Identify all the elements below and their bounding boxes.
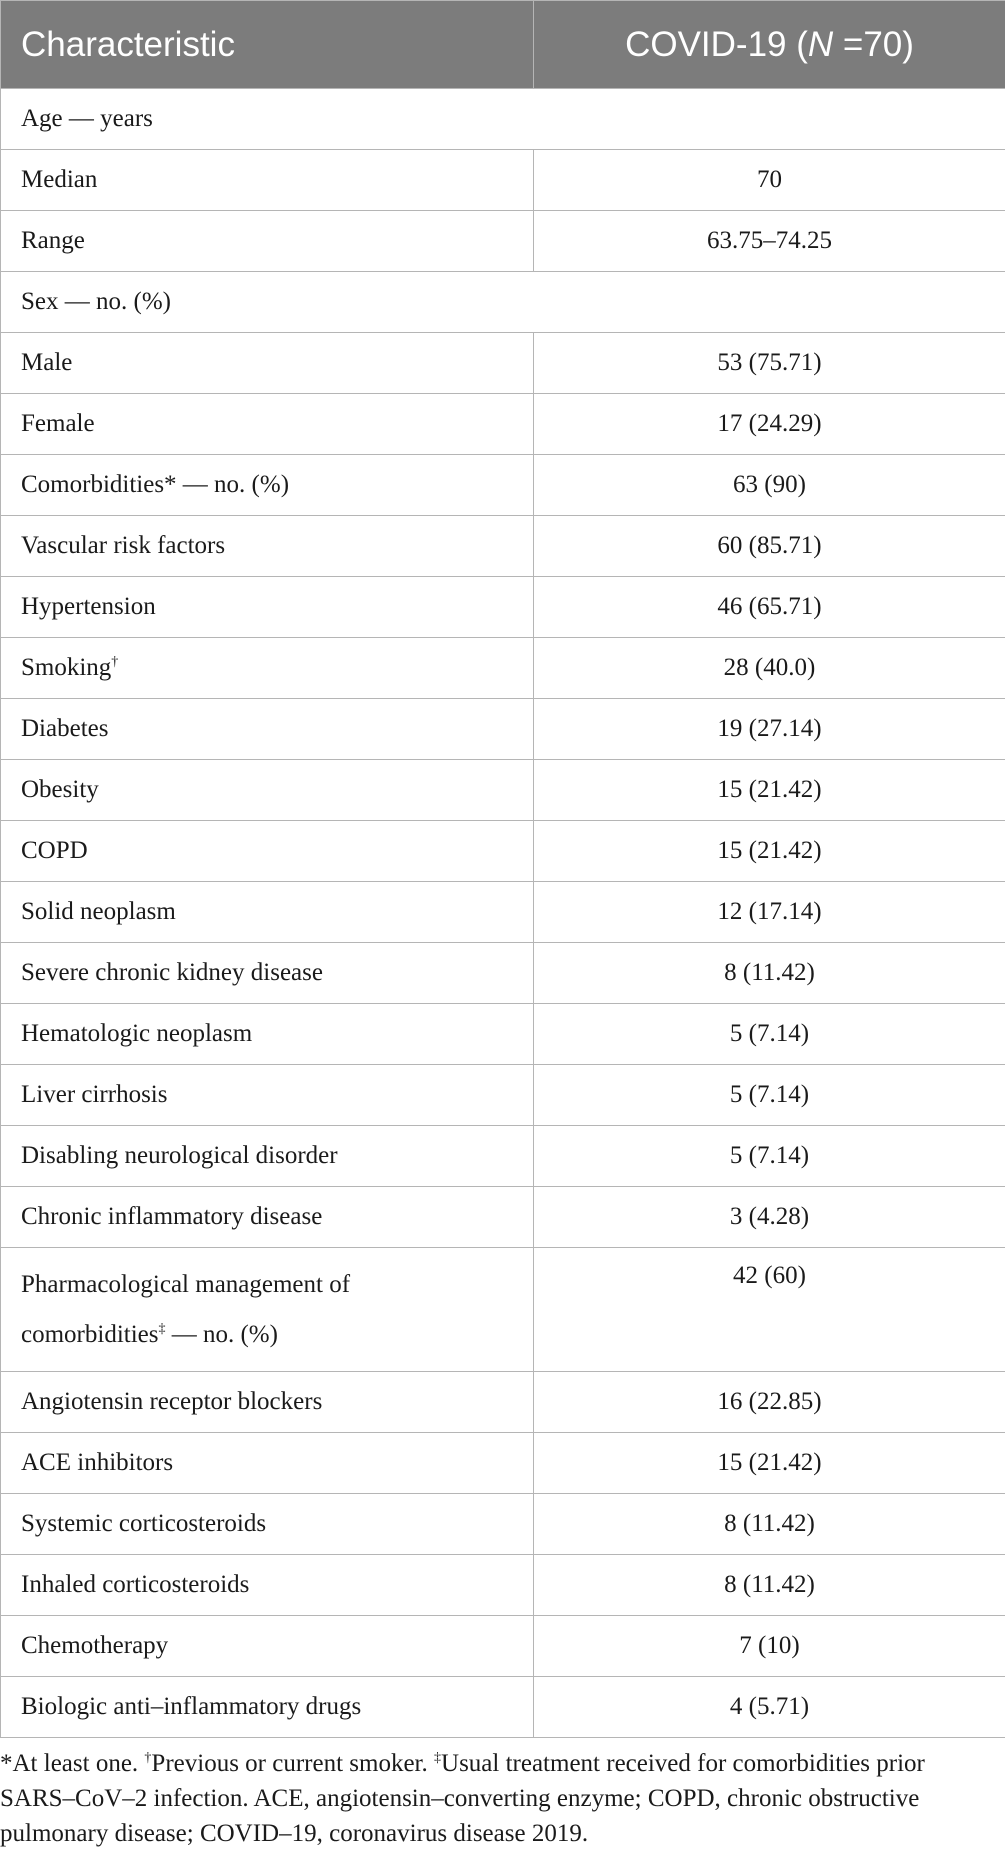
- table-row: [1, 1616, 1005, 1677]
- section-label: Sex — no. (%): [1, 272, 1005, 333]
- row-label: [1, 333, 534, 394]
- row-label-text: Solid neoplasm: [21, 898, 176, 925]
- table-row: [1, 516, 1005, 577]
- row-label-text: Disabling neurological disorder: [21, 1142, 338, 1169]
- section-label: Age — years: [1, 89, 1005, 150]
- table-header-row: [1, 1, 1005, 89]
- table-row: [1, 1065, 1005, 1126]
- table-row: [1, 821, 1005, 882]
- row-label: [1, 882, 534, 943]
- row-label: [1, 394, 534, 455]
- row-label: [1, 1555, 534, 1616]
- row-value: 15 (21.42): [534, 821, 1005, 882]
- row-label: [1, 577, 534, 638]
- table-footnote: [0, 1738, 1005, 1851]
- row-label-sup: ‡: [158, 1321, 166, 1337]
- row-value: 53 (75.71): [534, 333, 1005, 394]
- table-row: [1, 1004, 1005, 1065]
- header-covid19-suffix: =70): [833, 24, 914, 64]
- row-value: 17 (24.29): [534, 394, 1005, 455]
- row-label: [1, 1372, 534, 1433]
- row-label: [1, 1677, 534, 1738]
- header-characteristic: Characteristic: [1, 1, 534, 89]
- row-value: 3 (4.28): [534, 1187, 1005, 1248]
- row-value: 15 (21.42): [534, 1433, 1005, 1494]
- row-label-text: Chemotherapy: [21, 1632, 169, 1659]
- row-label: [1, 1248, 534, 1372]
- row-label: [1, 1065, 534, 1126]
- table-row: [1, 394, 1005, 455]
- row-value: 28 (40.0): [534, 638, 1005, 699]
- row-label-text: Median: [21, 166, 98, 193]
- header-covid19-n: N: [807, 24, 834, 64]
- row-label-text: COPD: [21, 837, 88, 864]
- row-label-text: Smoking: [21, 654, 112, 681]
- row-label: [1, 821, 534, 882]
- row-value: 16 (22.85): [534, 1372, 1005, 1433]
- row-value: 5 (7.14): [534, 1004, 1005, 1065]
- table-row: [1, 150, 1005, 211]
- table-row: [1, 943, 1005, 1004]
- table-row: [1, 1126, 1005, 1187]
- row-value: 60 (85.71): [534, 516, 1005, 577]
- row-label-text: Biologic anti–inflammatory drugs: [21, 1693, 362, 1720]
- row-label-text: Systemic corticosteroids: [21, 1510, 267, 1537]
- header-covid19-prefix: COVID-19 (: [625, 24, 808, 64]
- row-value: 8 (11.42): [534, 943, 1005, 1004]
- footnote-part1: *At least one.: [0, 1750, 145, 1777]
- table-row: [1, 211, 1005, 272]
- row-value: 8 (11.42): [534, 1494, 1005, 1555]
- row-label-text: Female: [21, 410, 95, 437]
- row-label-line2-suffix: — no. (%): [165, 1320, 278, 1348]
- row-label-text: Hematologic neoplasm: [21, 1020, 253, 1047]
- table-row: [1, 1494, 1005, 1555]
- row-label: [1, 1004, 534, 1065]
- row-label-text: ACE inhibitors: [21, 1449, 174, 1476]
- row-label: [1, 699, 534, 760]
- row-value: 70: [534, 150, 1005, 211]
- row-label: [1, 455, 534, 516]
- row-label-text: Range: [21, 227, 85, 254]
- row-label: [1, 1494, 534, 1555]
- table-row: [1, 1433, 1005, 1494]
- row-label-text: Chronic inflammatory disease: [21, 1203, 323, 1230]
- row-label-text: Diabetes: [21, 715, 109, 742]
- row-value: 12 (17.14): [534, 882, 1005, 943]
- row-label: [1, 211, 534, 272]
- table-row: [1, 577, 1005, 638]
- row-value: 46 (65.71): [534, 577, 1005, 638]
- row-label: [1, 1187, 534, 1248]
- row-label: [1, 1433, 534, 1494]
- row-label-text: Liver cirrhosis: [21, 1081, 168, 1108]
- row-label-text: Obesity: [21, 776, 99, 803]
- row-label: [1, 1616, 534, 1677]
- table-row: [1, 1555, 1005, 1616]
- row-label: [1, 638, 534, 699]
- row-value: 7 (10): [534, 1616, 1005, 1677]
- table-row: [1, 1677, 1005, 1738]
- row-label-text: Angiotensin receptor blockers: [21, 1388, 323, 1415]
- row-label: [1, 943, 534, 1004]
- footnote-part3: Usual treatment received for comorbidities prior SARS–CoV–2 infection. ACE, angiotensin–converting enzyme; COPD, chronic obstructive pulmonary disease; COVID–19, coronavirus disease 2019.: [0, 1750, 925, 1847]
- footnote-dagger: †: [144, 1750, 152, 1766]
- row-label-line1: Pharmacological management of: [21, 1270, 351, 1298]
- table-section-row: [1, 89, 1005, 150]
- row-value: 5 (7.14): [534, 1065, 1005, 1126]
- row-label-text: Severe chronic kidney disease: [21, 959, 323, 986]
- table-section-row: [1, 272, 1005, 333]
- row-value: 63 (90): [534, 455, 1005, 516]
- row-label-text: Hypertension: [21, 593, 156, 620]
- table-row: [1, 882, 1005, 943]
- row-value: 19 (27.14): [534, 699, 1005, 760]
- row-label-line2: comorbidities: [21, 1320, 159, 1348]
- row-label-sup: †: [111, 654, 119, 670]
- row-label: [1, 1126, 534, 1187]
- footnote-part2: Previous or current smoker.: [151, 1750, 435, 1777]
- table-row: [1, 699, 1005, 760]
- table-row: [1, 1187, 1005, 1248]
- row-value: 42 (60): [534, 1248, 1005, 1372]
- table-row: [1, 455, 1005, 516]
- row-label-text: Male: [21, 349, 73, 376]
- table-row: [1, 638, 1005, 699]
- table-row: [1, 1372, 1005, 1433]
- table-row: [1, 1248, 1005, 1372]
- row-value: 8 (11.42): [534, 1555, 1005, 1616]
- row-label-text: Vascular risk factors: [21, 532, 226, 559]
- row-label-text: Inhaled corticosteroids: [21, 1571, 250, 1598]
- row-label: [1, 150, 534, 211]
- footnote-double-dagger: ‡: [434, 1750, 442, 1766]
- row-value: 4 (5.71): [534, 1677, 1005, 1738]
- row-value: 15 (21.42): [534, 760, 1005, 821]
- row-label: [1, 516, 534, 577]
- table-row: [1, 333, 1005, 394]
- table-row: [1, 760, 1005, 821]
- row-label-text: Comorbidities* — no. (%): [21, 471, 290, 498]
- row-value: 5 (7.14): [534, 1126, 1005, 1187]
- row-value: 63.75–74.25: [534, 211, 1005, 272]
- header-covid19: [534, 1, 1005, 89]
- row-label: [1, 760, 534, 821]
